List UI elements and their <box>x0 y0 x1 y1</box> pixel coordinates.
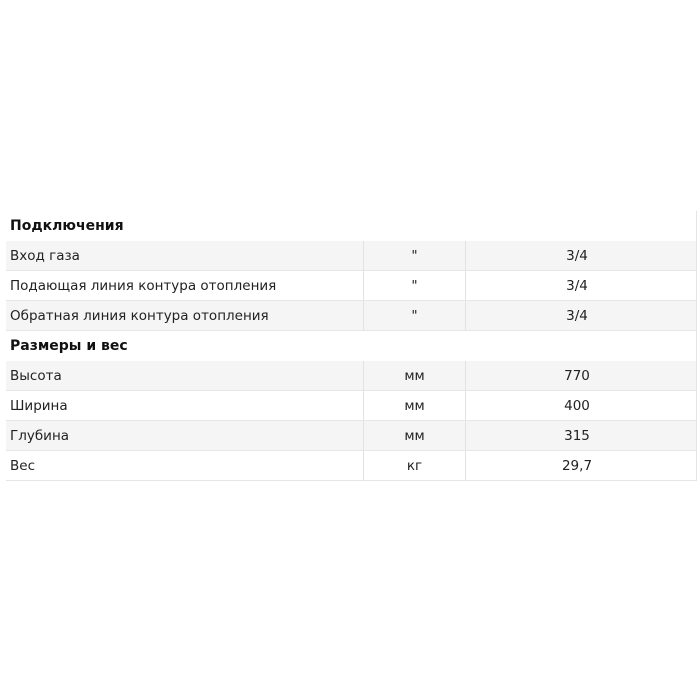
section-title-connections: Подключения <box>6 211 696 241</box>
row-name: Обратная линия контура отопления <box>6 301 364 330</box>
spec-table <box>6 211 697 481</box>
row-unit: " <box>364 241 466 270</box>
row-name: Вход газа <box>6 241 364 270</box>
row-name: Глубина <box>6 421 364 450</box>
row-value: 315 <box>564 427 590 444</box>
row-name: Подающая линия контура отопления <box>6 271 364 300</box>
row-unit: мм <box>364 361 466 390</box>
table-row <box>6 301 696 331</box>
row-value: 3/4 <box>566 247 588 264</box>
row-value: 3/4 <box>566 307 588 324</box>
row-value: 3/4 <box>566 277 588 294</box>
row-unit: " <box>364 301 466 330</box>
row-unit: мм <box>364 391 466 420</box>
table-row <box>6 421 696 451</box>
table-row <box>6 451 696 481</box>
table-row <box>6 271 696 301</box>
row-name: Ширина <box>6 391 364 420</box>
row-unit: кг <box>364 451 466 480</box>
table-row <box>6 241 696 271</box>
row-value: 400 <box>564 397 590 414</box>
row-value: 770 <box>564 367 590 384</box>
row-value: 29,7 <box>561 457 593 474</box>
table-row <box>6 361 696 391</box>
section-title-dimensions: Размеры и вес <box>6 331 696 361</box>
row-name: Высота <box>6 361 364 390</box>
row-unit: " <box>364 271 466 300</box>
table-row <box>6 391 696 421</box>
row-name: Вес <box>6 451 364 480</box>
row-unit: мм <box>364 421 466 450</box>
